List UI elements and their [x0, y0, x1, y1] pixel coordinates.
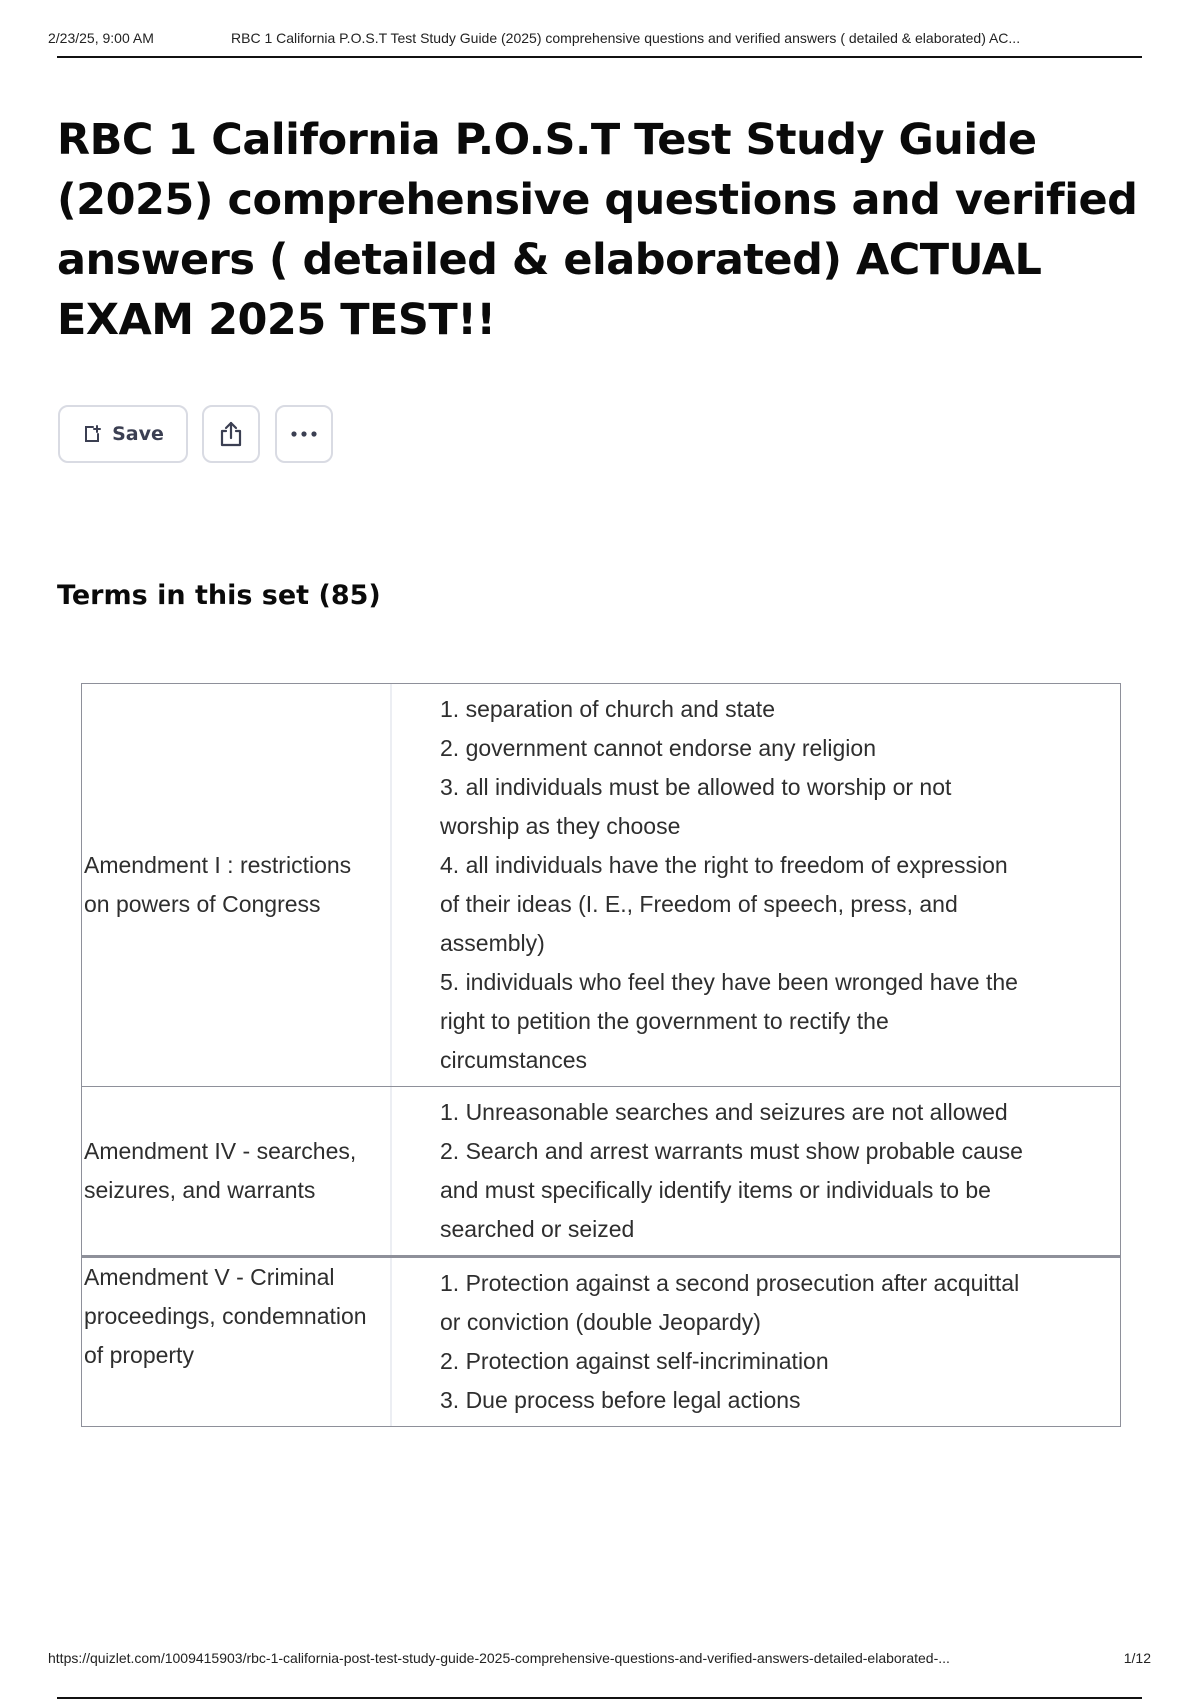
print-header-title: RBC 1 California P.O.S.T Test Study Guide (2025) comprehensive questions and verified answers ( detailed & elaborated) AC...	[231, 30, 1021, 46]
definition-line: 2. government cannot endorse any religion	[440, 735, 877, 761]
print-header	[48, 30, 1144, 58]
term-text: Amendment IV - searches, seizures, and warrants	[82, 1087, 392, 1255]
share-icon	[218, 420, 244, 448]
save-button-label: Save	[112, 423, 164, 445]
page-number: 1/12	[1123, 1650, 1151, 1666]
definition-line: 3. all individuals must be allowed to worship or not worship as they choose	[440, 774, 952, 839]
terms-table	[81, 683, 1121, 1427]
term-text: Amendment I : restrictions on powers of Congress	[82, 684, 392, 1086]
term-text: Amendment V - Criminal proceedings, condemnation of property	[82, 1258, 392, 1426]
term-row	[82, 684, 1120, 1086]
print-footer	[48, 1650, 1151, 1674]
terms-heading: Terms in this set (85)	[57, 580, 381, 611]
page-title: RBC 1 California P.O.S.T Test Study Guide (2025) comprehensive questions and verified answers ( detailed & elaborated) ACTUAL EXAM 2025 TEST!!	[57, 115, 1138, 345]
definition	[392, 1087, 1120, 1255]
share-button[interactable]	[202, 405, 260, 463]
more-icon	[290, 430, 318, 438]
definition	[392, 1258, 1120, 1426]
definition	[392, 684, 1120, 1086]
definition-line: 1. Protection against a second prosecution after acquittal or conviction (double Jeopardy)	[440, 1270, 1020, 1335]
definition-line: 3. Due process before legal actions	[440, 1387, 801, 1413]
definition-line: 2. Search and arrest warrants must show probable cause and must specifically identify items or individuals to be searched or seized	[440, 1138, 1023, 1242]
definition-line: 2. Protection against self-incrimination	[440, 1348, 829, 1374]
term-row	[82, 1086, 1120, 1255]
save-icon	[82, 424, 102, 444]
more-options-button[interactable]	[275, 405, 333, 463]
print-date: 2/23/25, 9:00 AM	[48, 30, 154, 46]
definition-line: 1. separation of church and state	[440, 696, 775, 722]
footer-divider	[57, 1697, 1142, 1699]
header-divider	[57, 56, 1142, 58]
definition-line: 4. all individuals have the right to freedom of expression of their ideas (I. E., Freedom of speech, press, and assembly)	[440, 852, 1008, 956]
definition-line: 1. Unreasonable searches and seizures are not allowed	[440, 1099, 1008, 1125]
definition-line: 5. individuals who feel they have been wronged have the right to petition the government to rectify the circumstances	[440, 969, 1018, 1073]
page-url: https://quizlet.com/1009415903/rbc-1-california-post-test-study-guide-2025-comprehensive-questions-and-verified-answers-detailed-elaborated-...	[48, 1650, 950, 1666]
term-row	[82, 1255, 1120, 1426]
save-button[interactable]	[58, 405, 188, 463]
